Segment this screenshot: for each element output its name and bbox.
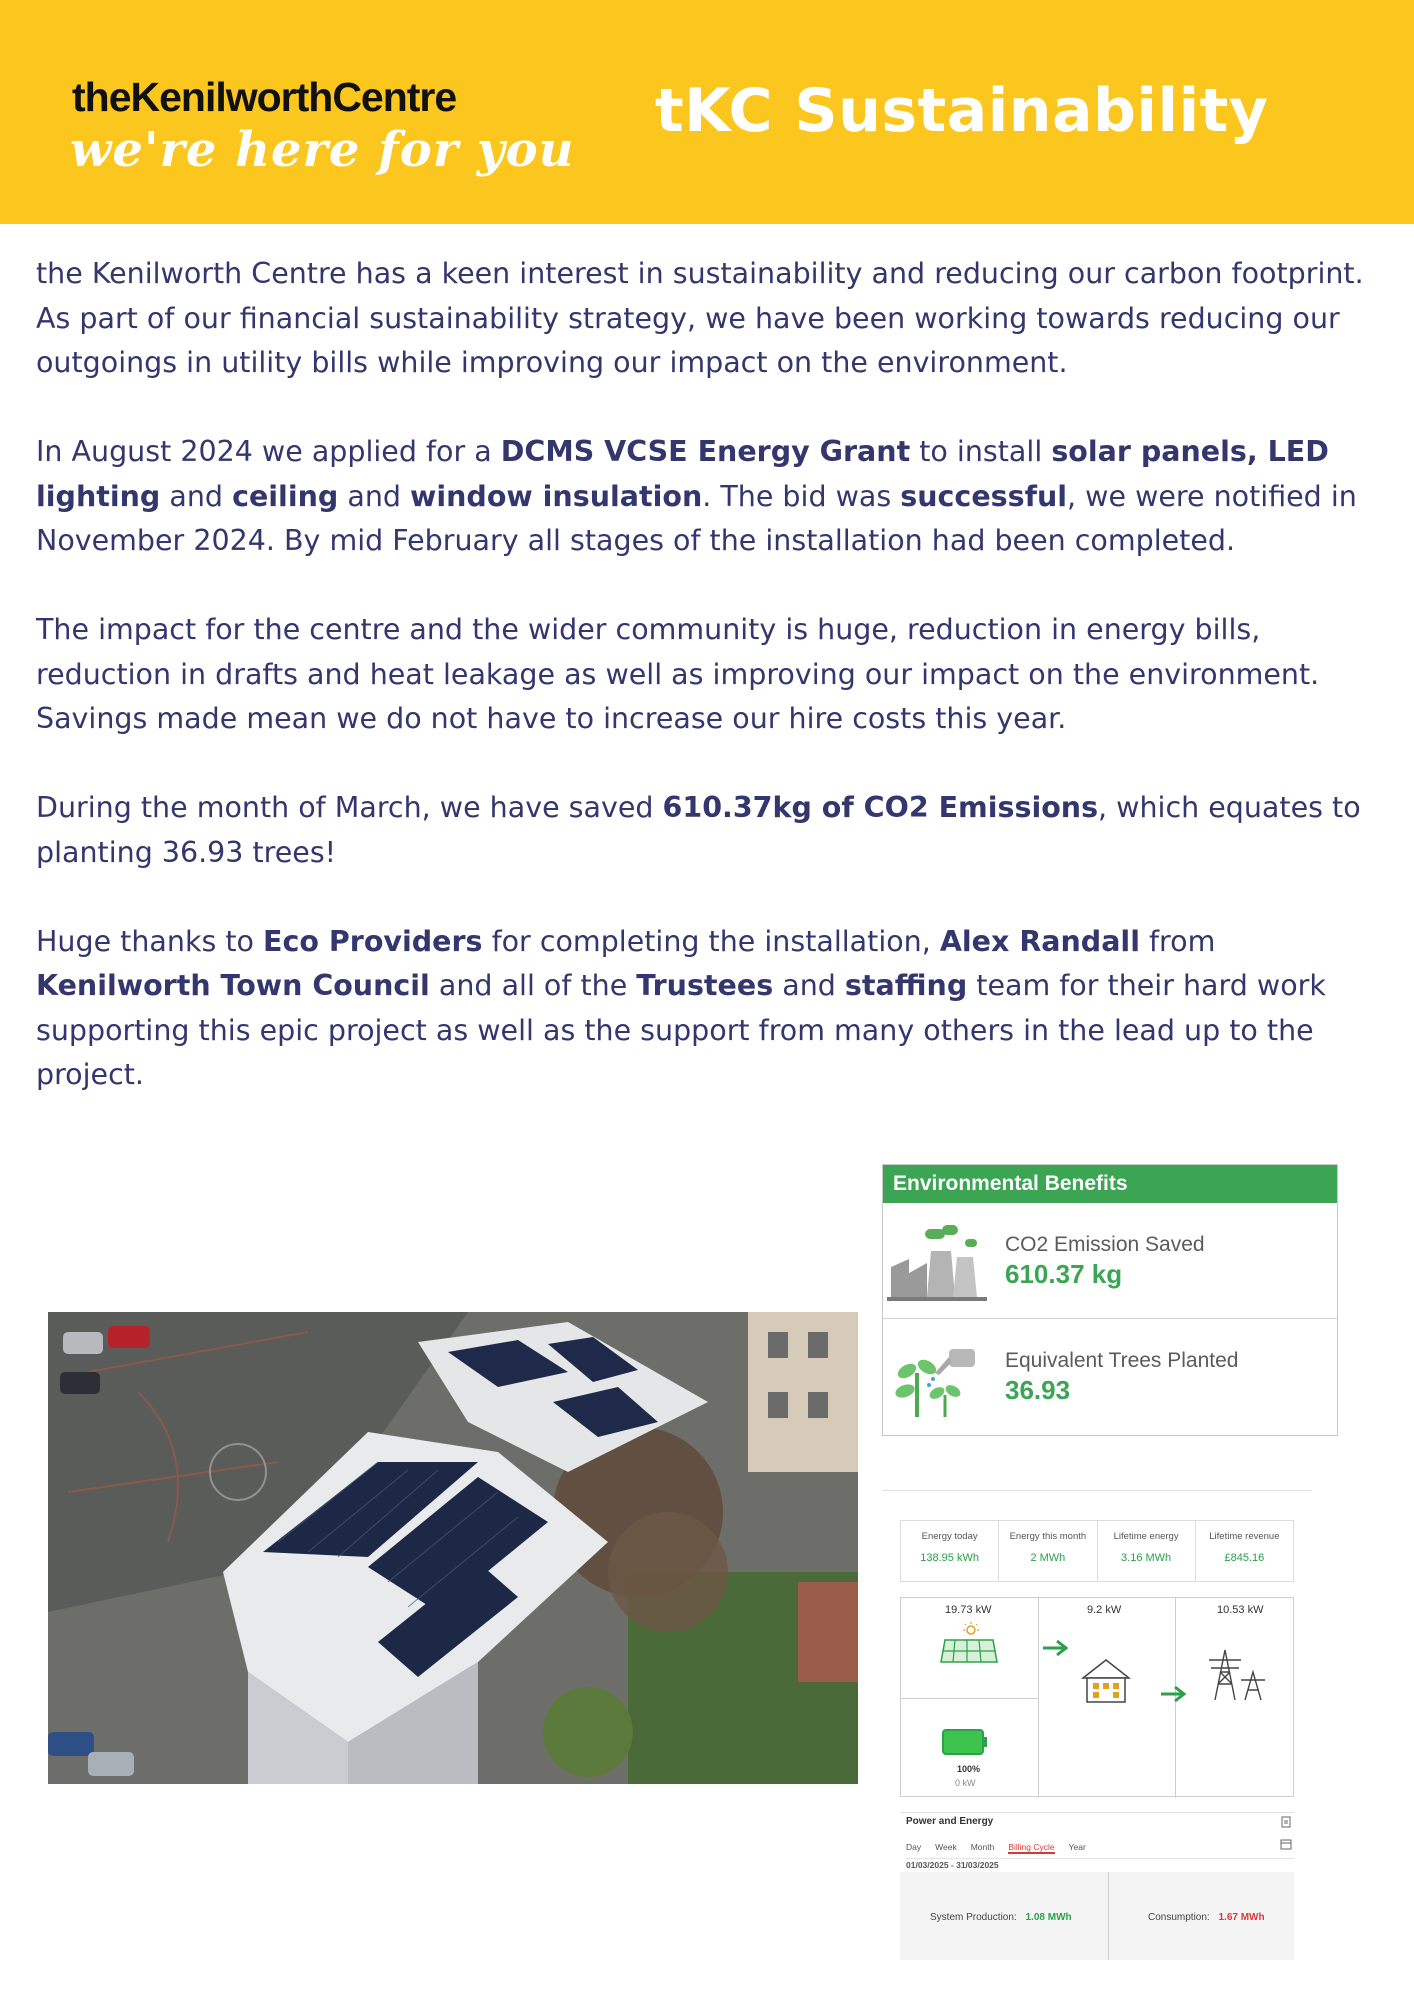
energy-stats-row	[900, 1520, 1294, 1582]
tab-week[interactable]: Week	[935, 1842, 957, 1852]
factory-icon	[887, 1217, 997, 1307]
aerial-photo-solar-roof	[48, 1312, 858, 1784]
system-production	[930, 1912, 1072, 1923]
battery-percent: 100%	[957, 1764, 981, 1774]
text-run: from	[1139, 924, 1216, 958]
paragraph-grant	[36, 430, 1392, 564]
text-run: In August 2024 we applied for a	[36, 435, 501, 468]
logo-name: theKenilworthCentre	[72, 74, 457, 120]
co2-value: 610.37 kg	[1005, 1259, 1123, 1289]
panel-title: Power and Energy	[906, 1816, 994, 1827]
header-banner	[0, 0, 1414, 224]
production-label: System Production:	[930, 1912, 1017, 1923]
consumption-label: Consumption:	[1148, 1912, 1210, 1923]
card-title: Environmental Benefits	[883, 1165, 1337, 1203]
energy-flow-diagram	[900, 1597, 1294, 1797]
paragraph-thanks	[36, 920, 1392, 1098]
text-run: and all of the	[429, 969, 637, 1002]
paragraph-impact: The impact for the centre and the wider community is huge, reduction in energy bills, reduction in drafts and heat leakage as well as improving our impact on the environment. Savings made mean we do not have to increase our hire costs this year.	[36, 613, 1320, 735]
trees-value: 36.93	[1005, 1375, 1071, 1405]
tab-month[interactable]: Month	[970, 1842, 995, 1852]
text-run: and	[773, 969, 845, 1002]
co2-saved-row	[883, 1203, 1337, 1319]
bold-run: DCMS VCSE Energy Grant	[500, 435, 911, 468]
stat-label: Lifetime revenue	[1209, 1531, 1280, 1542]
stat-energy-month	[999, 1521, 1097, 1581]
bold-run: window insulation	[410, 479, 703, 513]
divider	[901, 1698, 1038, 1699]
text-run: to install	[910, 435, 1052, 468]
divider	[1038, 1598, 1039, 1798]
power-energy-panel	[900, 1812, 1294, 1960]
solar-dashboard-screenshot	[882, 1490, 1312, 1960]
text-run: , we were notified in November 2024. By mid February all stages of the installation had been completed.	[36, 479, 1357, 557]
paragraph-savings	[36, 786, 1392, 875]
date-range: 01/03/2025 - 31/03/2025	[906, 1860, 999, 1870]
text-run: and	[160, 479, 233, 513]
text-run: Huge thanks to	[36, 924, 264, 958]
production-value: 1.08 MWh	[1025, 1912, 1072, 1923]
paragraph-intro: the Kenilworth Centre has a keen interest in sustainability and reducing our carbon footprint. As part of our financial sustainability strategy, we have been working towards reducing our outgoings in utility bills while improving our impact on the environment.	[36, 257, 1364, 379]
summary-area	[900, 1872, 1294, 1960]
text-run: . The bid was	[702, 479, 901, 513]
bold-run: 610.37kg of CO2 Emissions	[662, 791, 1099, 824]
stat-energy-today	[901, 1521, 999, 1581]
bold-run: successful	[900, 479, 1068, 513]
divider	[882, 1490, 1312, 1491]
trees-planted-row	[883, 1319, 1337, 1435]
trees-label: Equivalent Trees Planted	[1005, 1349, 1239, 1372]
stat-value: 3.16 MWh	[1121, 1552, 1172, 1564]
divider	[1108, 1872, 1109, 1960]
stat-value: 138.95 kWh	[920, 1552, 979, 1564]
solar-panel-icon	[939, 1622, 999, 1668]
stat-value: 2 MWh	[1030, 1552, 1066, 1564]
arrow-right-icon	[1041, 1638, 1071, 1658]
aerial-photo-illustration	[48, 1312, 858, 1784]
tree-watering-icon	[887, 1333, 997, 1423]
article-body	[36, 252, 1392, 1142]
consumption-value: 1.67 MWh	[1218, 1912, 1265, 1923]
bold-run: Eco Providers	[263, 924, 483, 958]
solar-power-value: 19.73 kW	[945, 1604, 992, 1616]
text-run: , which equates to planting 36.93 trees!	[36, 791, 1361, 869]
bold-run: ceiling	[232, 479, 339, 513]
bold-run: Alex Randall	[939, 924, 1140, 958]
text-run: During the month of March, we have saved	[36, 791, 663, 824]
stat-label: Lifetime energy	[1113, 1531, 1179, 1542]
period-tabs	[906, 1842, 1294, 1859]
house-icon	[1081, 1658, 1131, 1704]
co2-label: CO2 Emission Saved	[1005, 1233, 1205, 1256]
text-run: team for their hard work supporting this epic project as well as the support from many others in the lead up to the project.	[36, 969, 1326, 1091]
arrow-right-icon	[1159, 1684, 1189, 1704]
stat-lifetime-revenue	[1196, 1521, 1293, 1581]
grid-power-value: 10.53 kW	[1217, 1604, 1264, 1616]
bold-run: staffing	[844, 969, 968, 1002]
bold-run: solar panels, LED lighting	[36, 435, 1329, 513]
text-run: for completing the installation,	[482, 924, 940, 958]
home-power-value: 9.2 kW	[1087, 1604, 1122, 1616]
pylon-icon	[1201, 1646, 1267, 1702]
tab-day[interactable]: Day	[906, 1842, 922, 1852]
tab-year[interactable]: Year	[1068, 1842, 1086, 1852]
page-title: tKC Sustainability	[655, 76, 1269, 146]
text-run: and	[338, 479, 411, 513]
battery-power: 0 kW	[955, 1778, 976, 1788]
export-icon[interactable]	[1280, 1816, 1292, 1828]
logo-tagline: we're here for you	[70, 122, 575, 178]
environmental-benefits-card	[882, 1164, 1338, 1436]
stat-label: Energy this month	[1009, 1531, 1087, 1542]
bold-run: Kenilworth Town Council	[36, 969, 430, 1002]
divider	[900, 1812, 1294, 1813]
stat-lifetime-energy	[1098, 1521, 1196, 1581]
tab-billing-cycle[interactable]: Billing Cycle	[1008, 1842, 1055, 1852]
consumption	[1148, 1912, 1265, 1923]
stat-value: £845.16	[1224, 1552, 1265, 1564]
bold-run: Trustees	[636, 969, 774, 1002]
battery-icon	[941, 1728, 991, 1756]
stat-label: Energy today	[921, 1531, 978, 1542]
